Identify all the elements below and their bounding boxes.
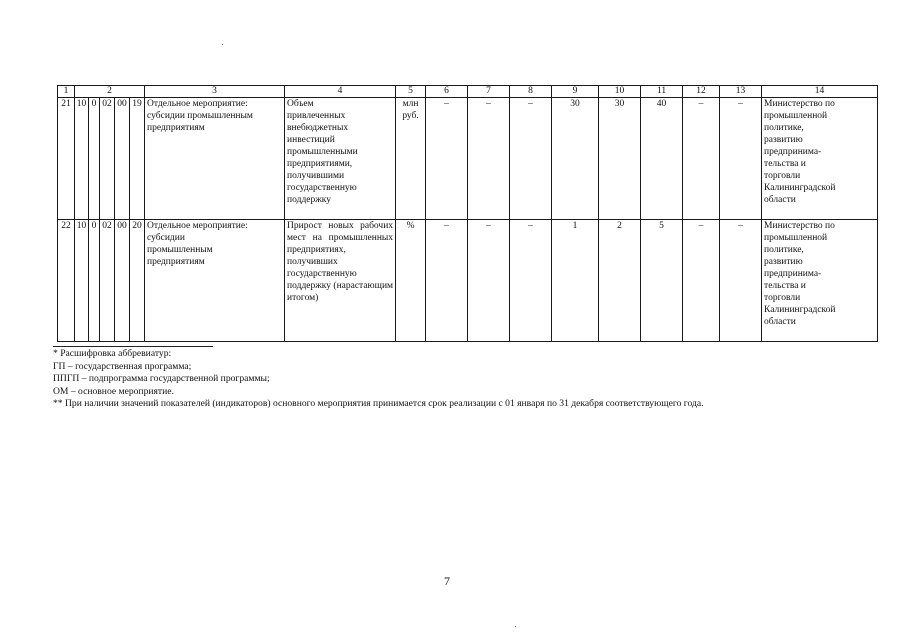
page-number: 7 xyxy=(444,574,450,588)
table-header-row xyxy=(58,86,878,98)
indicator-name: Прирост новых рабочих мест на промышленных предприятиях, получивших государственную поддержку (нарастающим итогом) xyxy=(285,220,396,342)
value-cell: – xyxy=(510,220,552,342)
header-cell: 4 xyxy=(285,86,396,98)
code-subprogram: 0 xyxy=(89,220,100,342)
unit-cell: млн руб. xyxy=(396,98,426,220)
value-cell: – xyxy=(468,98,510,220)
event-name: Отдельное мероприятие: субсидии промышленным предприятиям xyxy=(145,98,285,220)
footnotes xyxy=(53,346,893,411)
code-event: 00 xyxy=(115,98,130,220)
header-cell: 5 xyxy=(396,86,426,98)
code-indicator: 20 xyxy=(130,220,145,342)
header-cell: 13 xyxy=(720,86,762,98)
code-om: 02 xyxy=(100,98,115,220)
code-subprogram: 0 xyxy=(89,98,100,220)
value-cell: 1 xyxy=(552,220,599,342)
executor-cell: Министерство по промышленной политике, развитию предпринима- тельства и торговли Калининградской области xyxy=(762,98,878,220)
table-row xyxy=(58,98,878,220)
footnote-line: ППГП – подпрограмма государственной программы; xyxy=(53,373,270,385)
table-row xyxy=(58,220,878,342)
indicator-name: Объем привлеченных внебюджетных инвестиций промышленными предприятиями, получившими государственную поддержку xyxy=(285,98,396,220)
row-number: 21 xyxy=(58,98,75,220)
scan-speck xyxy=(222,44,223,45)
indicators-table xyxy=(57,85,878,342)
value-cell: – xyxy=(683,220,720,342)
footnote-line: * Расшифровка аббревиатур: xyxy=(53,348,172,359)
header-cell: 2 xyxy=(75,86,145,98)
header-cell: 3 xyxy=(145,86,285,98)
header-cell: 14 xyxy=(762,86,878,98)
header-cell: 12 xyxy=(683,86,720,98)
header-cell: 7 xyxy=(468,86,510,98)
code-program: 10 xyxy=(75,98,89,220)
row-number: 22 xyxy=(58,220,75,342)
value-cell: – xyxy=(426,98,468,220)
header-cell: 11 xyxy=(641,86,683,98)
code-event: 00 xyxy=(115,220,130,342)
value-cell: – xyxy=(468,220,510,342)
executor-cell: Министерство по промышленной политике, развитию предпринима- тельства и торговли Калининградской области xyxy=(762,220,878,342)
value-cell: – xyxy=(683,98,720,220)
code-indicator: 19 xyxy=(130,98,145,220)
footnote-line: ГП – государственная программа; xyxy=(53,360,192,372)
scan-speck xyxy=(515,626,516,627)
footnote-line: ** При наличии значений показателей (индикаторов) основного мероприятия принимается срок реализации с 01 января по 31 декабря соответствующего года. xyxy=(53,398,704,410)
value-cell: – xyxy=(720,220,762,342)
value-cell: 30 xyxy=(599,98,641,220)
event-name: Отдельное мероприятие: субсидии промышленным предприятиям xyxy=(145,220,285,342)
value-cell: – xyxy=(720,98,762,220)
footnote-line: ОМ – основное мероприятие. xyxy=(53,385,174,397)
value-cell: 5 xyxy=(641,220,683,342)
header-cell: 1 xyxy=(58,86,75,98)
value-cell: 2 xyxy=(599,220,641,342)
footnote-rule xyxy=(53,346,213,347)
header-cell: 6 xyxy=(426,86,468,98)
code-om: 02 xyxy=(100,220,115,342)
value-cell: – xyxy=(510,98,552,220)
code-program: 10 xyxy=(75,220,89,342)
header-cell: 8 xyxy=(510,86,552,98)
value-cell: 30 xyxy=(552,98,599,220)
value-cell: – xyxy=(426,220,468,342)
value-cell: 40 xyxy=(641,98,683,220)
unit-cell: % xyxy=(396,220,426,342)
header-cell: 10 xyxy=(599,86,641,98)
header-cell: 9 xyxy=(552,86,599,98)
